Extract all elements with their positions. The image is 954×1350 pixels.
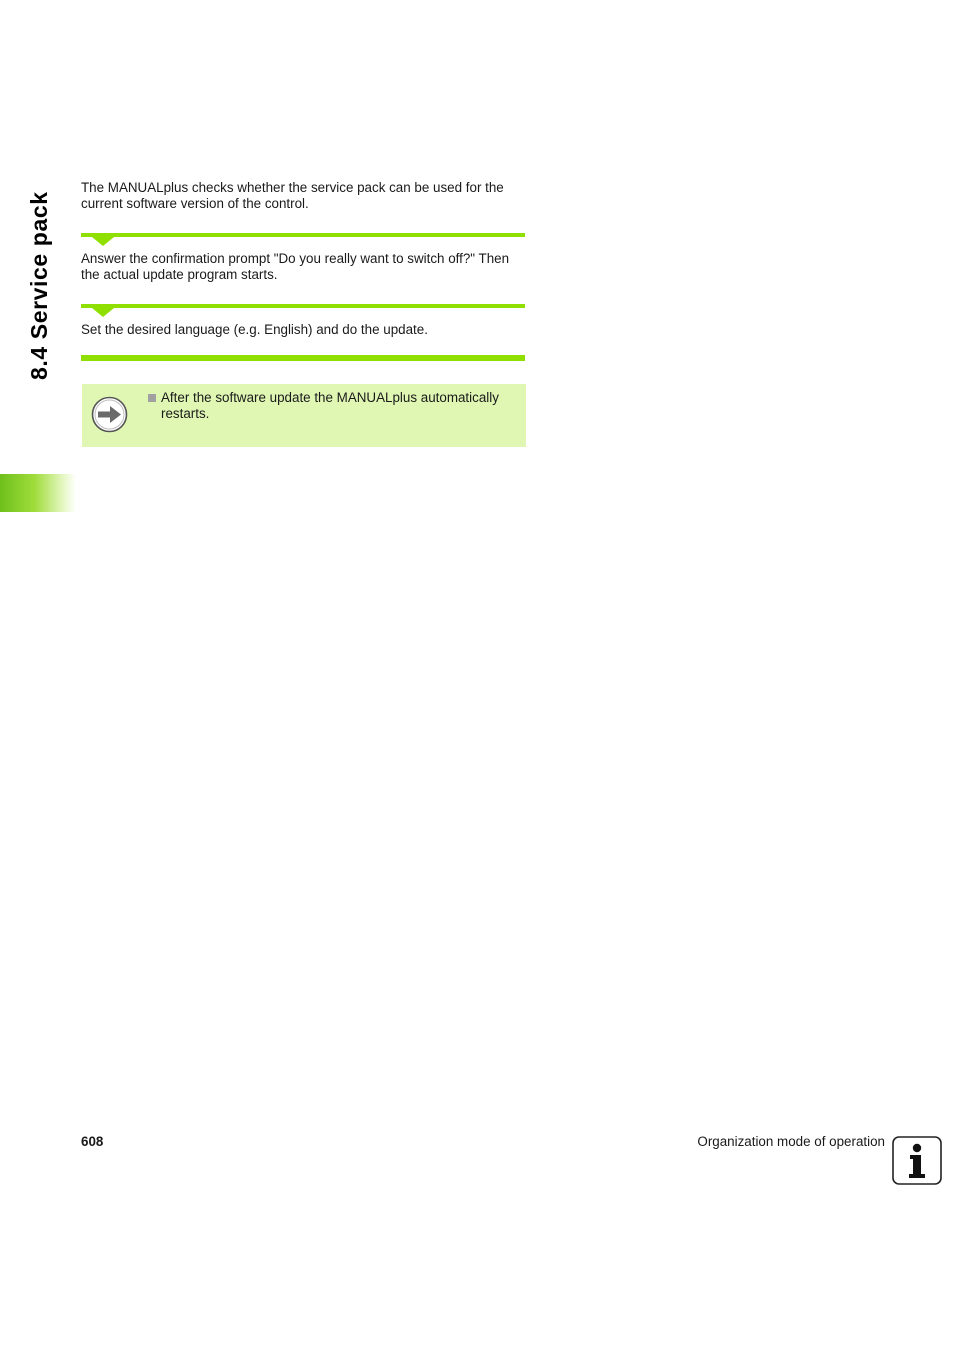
section-end-divider — [81, 355, 525, 361]
bullet-square-icon — [148, 394, 156, 402]
info-icon[interactable] — [892, 1136, 942, 1185]
step-arrow-icon — [92, 237, 114, 246]
page-number: 608 — [81, 1134, 104, 1149]
note-box — [82, 384, 526, 447]
paragraph-confirmation-prompt: Answer the confirmation prompt "Do you really want to switch off?" Then the actual update program starts. — [81, 251, 510, 282]
step-arrow-icon — [92, 308, 114, 317]
paragraph-set-language: Set the desired language (e.g. English) and do the update. — [81, 322, 428, 337]
footer-chapter-title: Organization mode of operation — [697, 1134, 885, 1149]
paragraph-service-pack-check: The MANUALplus checks whether the service pack can be used for the current software version of the control. — [81, 180, 504, 211]
chapter-tab-marker — [0, 474, 76, 512]
arrow-right-icon — [91, 396, 128, 433]
step-divider — [81, 304, 525, 308]
note-text — [148, 390, 508, 422]
note-line: After the software update the MANUALplus automatically restarts. — [161, 390, 499, 421]
step-divider — [81, 233, 525, 237]
section-title: 8.4 Service pack — [26, 191, 52, 380]
